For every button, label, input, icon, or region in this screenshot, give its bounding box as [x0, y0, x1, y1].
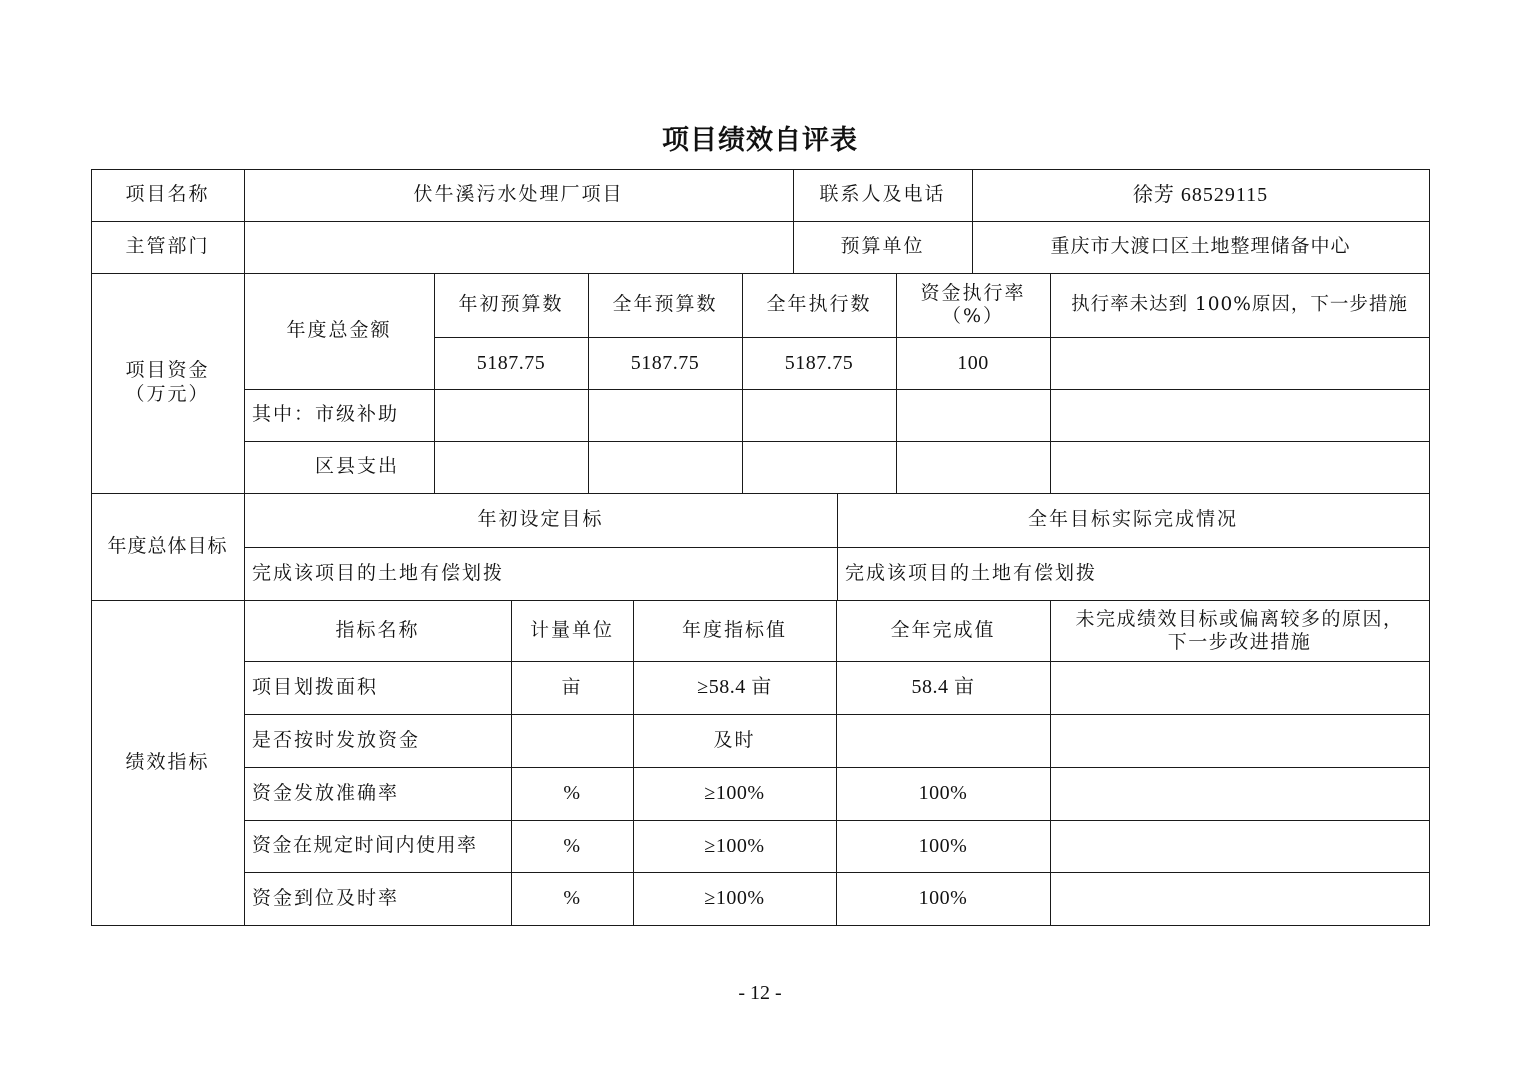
funds-label: 项目资金 （万元）: [125, 359, 210, 405]
project-name-label: 项目名称: [125, 183, 210, 206]
budget-unit-label: 预算单位: [840, 235, 925, 258]
ind-header-name: 指标名称: [335, 618, 420, 641]
contact-label: 联系人及电话: [819, 183, 946, 206]
ind-header-unit: 计量单位: [529, 618, 614, 641]
col-annual-exec: 全年执行数: [766, 293, 872, 316]
ind-row-target: ≥100%: [704, 834, 765, 857]
actual-goal-value: 完成该项目的土地有偿划拨: [845, 561, 1098, 584]
ind-row-target: 及时: [713, 728, 756, 751]
ind-row-target: ≥58.4 亩: [697, 676, 772, 698]
annual-budget-value: 5187.75: [630, 351, 700, 374]
page-title: 项目绩效自评表: [662, 125, 858, 156]
goals-label: 年度总体目标: [107, 534, 228, 557]
ind-row-target: ≥100%: [704, 887, 765, 909]
col-initial-budget: 年初预算数: [458, 293, 564, 316]
annual-exec-value: 5187.75: [784, 351, 854, 374]
ind-row-name: 是否按时发放资金: [252, 728, 421, 751]
actual-goal-header: 全年目标实际完成情况: [1027, 508, 1238, 531]
ind-row-actual: 58.4 亩: [911, 676, 975, 698]
contact-value: 徐芳 68529115: [1132, 183, 1269, 206]
dept-label: 主管部门: [125, 235, 210, 258]
col-annual-budget: 全年预算数: [612, 293, 718, 316]
ind-row-name: 资金到位及时率: [252, 886, 400, 909]
page-number: - 12 -: [738, 982, 782, 1004]
ind-row-actual: 100%: [918, 834, 968, 857]
county-label: 区县支出: [314, 455, 399, 478]
ind-row-unit: %: [563, 782, 581, 804]
exec-rate-value: 100: [957, 351, 989, 374]
ind-row-name: 资金发放准确率: [252, 781, 400, 804]
ind-row-actual: 100%: [918, 887, 968, 909]
indicators-label: 绩效指标: [125, 750, 210, 773]
initial-goal-header: 年初设定目标: [477, 508, 604, 531]
budget-unit-value: 重庆市大渡口区土地整理储备中心: [1050, 235, 1351, 258]
project-name-value: 伏牛溪污水处理厂项目: [413, 183, 624, 206]
ind-row-unit: 亩: [561, 675, 583, 698]
ind-row-unit: [511, 714, 633, 767]
ind-row-actual: 100%: [918, 782, 968, 804]
col-exec-rate: 资金执行率 （%）: [920, 282, 1026, 327]
ind-row-name: 项目划拨面积: [252, 675, 379, 698]
col-reason: 执行率未达到 100%原因，下一步措施: [1071, 294, 1408, 316]
ind-header-target: 年度指标值: [681, 618, 787, 641]
ind-row-unit: %: [563, 834, 581, 857]
ind-header-reason: 未完成绩效目标或偏离较多的原因， 下一步改进措施: [1075, 607, 1404, 653]
ind-row-name: 资金在规定时间内使用率: [252, 834, 478, 857]
dept-value: [244, 221, 793, 273]
city-subsidy-label: 其中：市级补助: [252, 403, 400, 426]
ind-row-unit: %: [563, 887, 581, 909]
initial-goal-value: 完成该项目的土地有偿划拨: [252, 561, 505, 584]
annual-total-label: 年度总金额: [286, 319, 392, 342]
ind-row-actual: [836, 714, 1050, 767]
ind-header-actual: 全年完成值: [890, 618, 996, 641]
initial-budget-value: 5187.75: [476, 351, 546, 374]
ind-row-target: ≥100%: [704, 782, 765, 804]
